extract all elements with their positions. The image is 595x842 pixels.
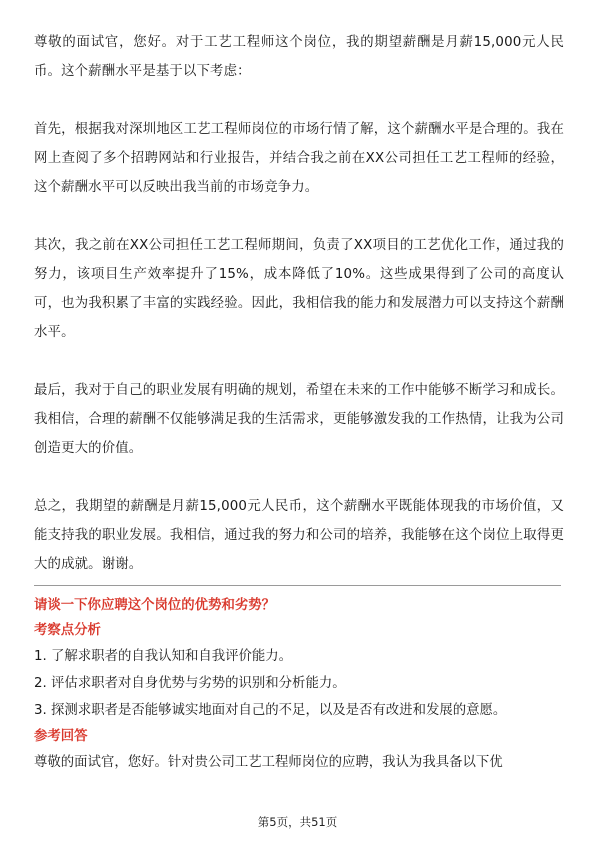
next-question-section (34, 594, 564, 776)
list-item: 3. 探测求职者是否能够诚实地面对自己的不足，以及是否有改进和发展的意愿。 (34, 703, 507, 718)
paragraph-gap (34, 86, 564, 115)
paragraph-gap (34, 202, 564, 231)
paragraph-intro: 尊敬的面试官，您好。对于工艺工程师这个岗位，我的期望薪酬是月薪15,000元人民币。这个薪酬水平是基于以下考虑： (34, 35, 564, 79)
paragraph-third: 最后，我对于自己的职业发展有明确的规划，希望在未来的工作中能够不断学习和成长。我相信，合理的薪酬不仅能够满足我的生活需求，更能够激发我的工作热情，让我为公司创造更大的价值。 (34, 383, 564, 456)
section-divider (34, 585, 561, 586)
paragraph-gap (34, 463, 564, 492)
paragraph-second: 其次，我之前在XX公司担任工艺工程师期间，负责了XX项目的工艺优化工作，通过我的努力，该项目生产效率提升了15%，成本降低了10%。这些成果得到了公司的高度认可，也为我积累了丰富的实践经验。因此，我相信我的能力和发展潜力可以支持这个薪酬水平。 (34, 238, 564, 340)
analysis-list (34, 643, 564, 724)
paragraph-gap (34, 347, 564, 376)
list-item: 2. 评估求职者对自身优势与劣势的识别和分析能力。 (34, 676, 346, 691)
paragraph-first: 首先，根据我对深圳地区工艺工程师岗位的市场行情了解，这个薪酬水平是合理的。我在网上查阅了多个招聘网站和行业报告，并结合我之前在XX公司担任工艺工程师的经验，这个薪酬水平可以反映出我当前的市场竞争力。 (34, 122, 564, 195)
answer-body (34, 28, 564, 579)
answer-heading: 参考回答 (34, 729, 88, 744)
page-number: 第5页，共51页 (257, 815, 338, 829)
list-item: 1. 了解求职者的自我认知和自我评价能力。 (34, 649, 293, 664)
answer-start: 尊敬的面试官，您好。针对贵公司工艺工程师岗位的应聘，我认为我具备以下优 (34, 755, 503, 770)
question-title: 请谈一下你应聘这个岗位的优势和劣势？ (34, 598, 276, 613)
analysis-heading: 考察点分析 (34, 623, 101, 638)
paragraph-conclusion: 总之，我期望的薪酬是月薪15,000元人民币，这个薪酬水平既能体现我的市场价值，又能支持我的职业发展。我相信，通过我的努力和公司的培养，我能够在这个岗位上取得更大的成就。谢谢。 (34, 499, 564, 572)
